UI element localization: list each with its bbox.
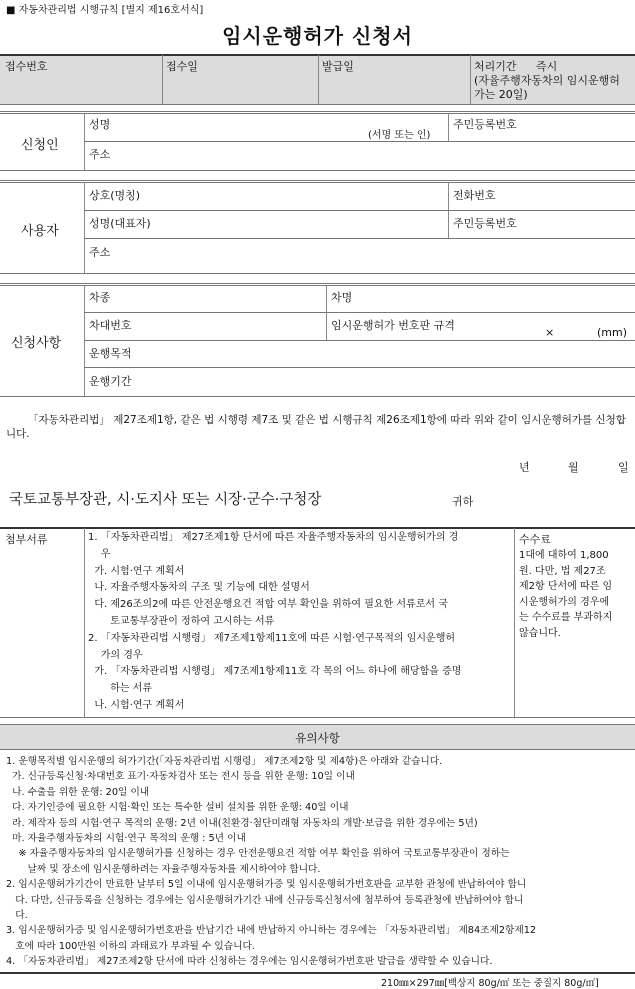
applicant-resident-number-label: 주민등록번호 <box>453 118 517 131</box>
attachment-item: 2. 「자동차관리법 시행령」 제7조제1항제11호에 따른 시험·연구목적의 임시운행허 <box>88 632 456 644</box>
request-section-label: 신청사항 <box>11 336 62 351</box>
page-title: 임시운행허가 신청서 <box>222 24 413 48</box>
attachments-list <box>88 530 512 715</box>
attachment-item: 가. 시험·연구 계획서 <box>88 565 185 577</box>
date-day-label: 일 <box>618 461 629 474</box>
attachment-item: 하는 서류 <box>88 683 153 695</box>
fee-description <box>519 548 631 641</box>
plate-spec-label: 임시운행허가 번호판 규격 <box>331 319 455 332</box>
date-month-label: 월 <box>568 461 579 474</box>
note-item: ※ 자율주행자동차의 임시운행허가를 신청하는 경우 안전운행요건 적합 여부 확인을 위하여 국토교통부장관이 정하는 <box>6 848 510 860</box>
note-item: 가. 신규등록신청·차대번호 표기·자동차검사 또는 전시 등을 위한 운행: 10일 이내 <box>6 771 355 783</box>
note-item: 나. 수출을 위한 운행: 20일 이내 <box>6 786 150 798</box>
applicant-section-label: 신청인 <box>21 138 59 153</box>
attachments-label: 첨부서류 <box>5 533 48 546</box>
period-label: 운행기간 <box>89 375 132 388</box>
fee-line: 시운행허가의 경우에 <box>519 596 610 608</box>
receipt-date-label: 접수일 <box>166 60 198 73</box>
note-item: 호에 따라 100만원 이하의 과태료가 부과될 수 있습니다. <box>6 940 255 952</box>
processing-period-note: (자율주행자동차의 임시운행허가는 20일) <box>474 74 620 101</box>
note-item: 날짜 및 장소에 임시운행하려는 자율주행자동차를 제시하여야 합니다. <box>6 863 321 875</box>
attachment-item: 우 <box>88 548 111 560</box>
note-item: 4. 「자동차관리법」 제27조제2항 단서에 따라 신청하는 경우에는 임시운행허가번호판 발급을 생략할 수 있습니다. <box>6 956 493 968</box>
issue-date-label: 발급일 <box>322 60 354 73</box>
user-section-label: 사용자 <box>21 224 59 239</box>
note-item: 다. <box>6 910 28 922</box>
attachment-item: 가. 「자동차관리법 시행령」 제7조제1항제11호 각 목의 어느 하나에 해당함을 증명 <box>88 666 462 678</box>
note-item: 3. 임시운행허가증 및 임시운행허가번호판을 반납기간 내에 반납하지 아니하는 경우에는 「자동차관리법」 제84조제2항제12 <box>6 925 537 937</box>
vin-label: 차대번호 <box>89 319 132 332</box>
applicant-name-label: 성명 <box>89 118 111 131</box>
note-item: 다. 다만, 신규등록을 신청하는 경우에는 임시운행허가기간 내에 신규등록신청서에 첨부하여 등록관청에 반납하여야 합니 <box>6 894 524 906</box>
date-year-label: 년 <box>519 461 530 474</box>
car-type-label: 차종 <box>89 291 111 304</box>
user-address-label: 주소 <box>89 246 111 259</box>
plate-size-unit: (mm) <box>597 326 628 339</box>
attachment-item: 1. 「자동차관리법」 제27조제1항 단서에 따른 자율주행자동차의 임시운행허가의 경 <box>88 532 459 543</box>
note-item: 마. 자율주행자동차의 시험·연구 목적의 운행 : 5년 이내 <box>6 833 246 845</box>
attachment-item: 나. 자율주행자동차의 구조 및 기능에 대한 설명서 <box>88 582 310 594</box>
user-phone-label: 전화번호 <box>453 189 496 202</box>
declaration-text: 「자동차관리법」 제27조제1항, 같은 법 시행령 제7조 및 같은 법 시행규칙 제26조제1항에 따라 위와 같이 임시운행허가를 신청합니다. <box>6 414 626 440</box>
user-representative-label: 성명(대표자) <box>89 217 151 230</box>
fee-line: 1대에 대하여 1,800 <box>519 550 609 561</box>
receipt-number-label: 접수번호 <box>5 60 48 73</box>
plate-size-separator: × <box>545 326 555 339</box>
notes-list <box>6 754 632 970</box>
note-item: 라. 제작자 등의 시험·연구 목적의 운행: 2년 이내(친환경·첨단미래형 자동차의 개발·보급을 위한 경우에는 5년) <box>6 817 478 829</box>
processing-period-label: 처리기간 <box>474 60 517 73</box>
user-company-label: 상호(명칭) <box>89 189 141 202</box>
processing-period-value: 즉시 <box>536 60 558 73</box>
attachment-item: 가의 경우 <box>88 649 143 661</box>
fee-line: 제2항 단서에 따른 임 <box>519 581 613 592</box>
paper-spec-footer: 210㎜×297㎜[백상지 80g/㎡ 또는 중질지 80g/㎡] <box>381 978 599 989</box>
user-resident-number-label: 주민등록번호 <box>453 217 517 230</box>
fee-label: 수수료 <box>519 533 551 546</box>
attachment-item: 토교통부장관이 정하여 고시하는 서류 <box>88 615 275 627</box>
purpose-label: 운행목적 <box>89 347 132 360</box>
addressee-suffix: 귀하 <box>452 495 474 508</box>
fee-line: 원. 다만, 법 제27조 <box>519 565 606 577</box>
car-name-label: 차명 <box>331 291 353 304</box>
attachment-item: 다. 제26조의2에 따른 안전운행요건 적합 여부 확인을 위하여 필요한 서류로서 국 <box>88 599 448 611</box>
addressee: 국토교통부장관, 시·도지사 또는 시장·군수·구청장 <box>9 492 322 508</box>
note-item: 다. 자기인증에 필요한 시험·확인 또는 특수한 설비 설치를 위한 운행: 40일 이내 <box>6 802 349 814</box>
signature-hint: (서명 또는 인) <box>368 130 431 141</box>
form-header-note: ■ 자동차관리법 시행규칙 [별지 제16호서식] <box>6 5 204 16</box>
note-item: 2. 임시운행허가기간이 만료한 날부터 5일 이내에 임시운행허가증 및 임시운행허가번호판을 교부한 관청에 반납하여야 합니 <box>6 879 527 891</box>
applicant-address-label: 주소 <box>89 148 111 161</box>
note-item: 1. 운행목적별 임시운행의 허가기간(「자동차관리법 시행령」 제7조제2항 및 제4항)은 아래와 같습니다. <box>6 756 443 767</box>
notes-title: 유의사항 <box>295 731 340 745</box>
attachment-item: 나. 시험·연구 계획서 <box>88 699 185 711</box>
fee-line: 는 수수료를 부과하지 <box>519 612 613 623</box>
fee-line: 않습니다. <box>519 627 561 639</box>
